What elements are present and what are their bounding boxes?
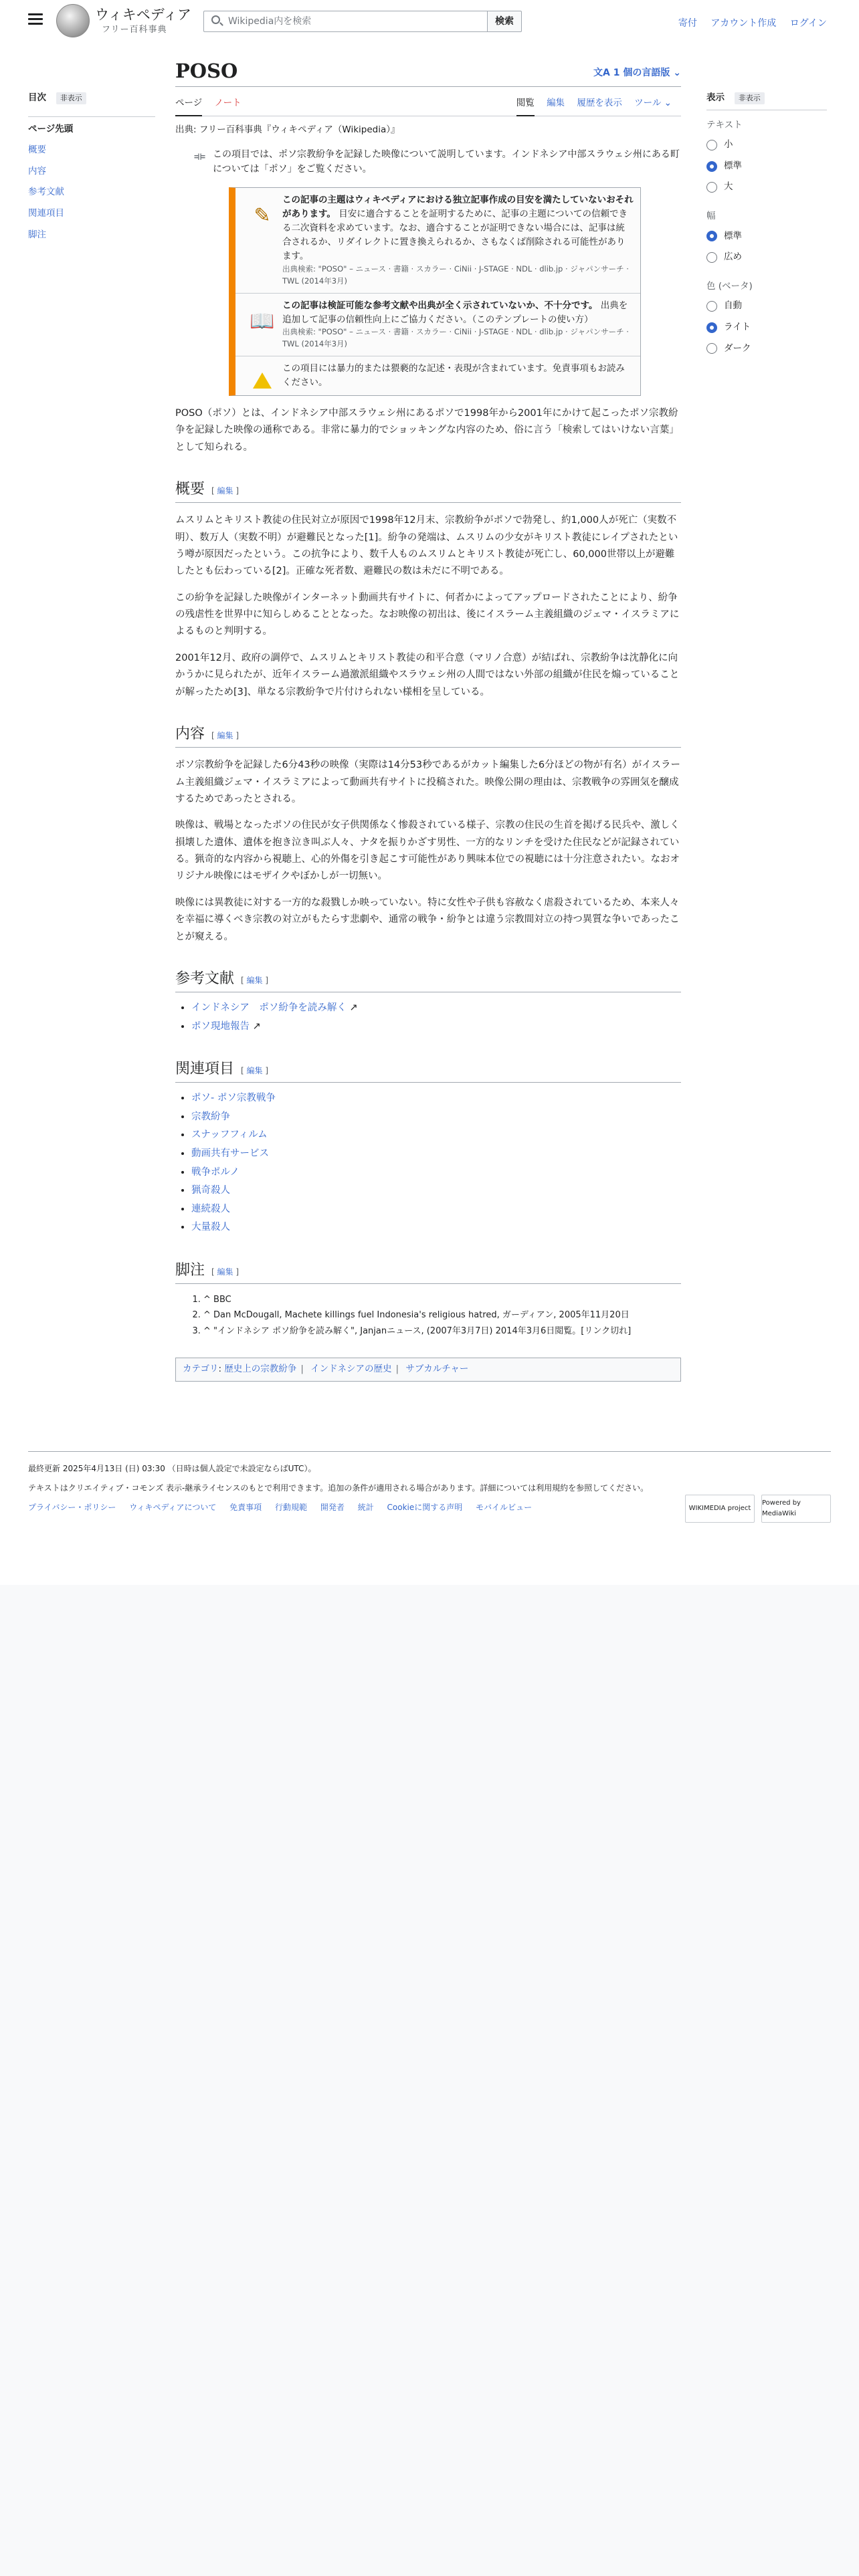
color-light[interactable]: ライト bbox=[706, 320, 827, 335]
tab-read[interactable]: 閲覧 bbox=[516, 96, 535, 116]
user-links bbox=[668, 16, 827, 31]
list-item[interactable]: 2. ^ Dan McDougall, Machete killings fuel Indonesia's religious hatred, ガーディアン, 2005年11月20日 bbox=[203, 1307, 681, 1323]
footer-badges bbox=[685, 1495, 831, 1523]
toc-item-references[interactable]: 参考文献 bbox=[28, 187, 64, 198]
notability-notice-text: 目安に適合することを証明するために、記事の主題についての信頼できる二次資料を求めています。なお、適合することが証明できない場合には、記事は統合されるか、リダイレクトに置き換えられるか、さもなくば削除される可能性があります。 bbox=[282, 209, 628, 262]
edit-references-link[interactable]: 編集 bbox=[246, 975, 263, 985]
site-header bbox=[0, 0, 859, 47]
related-list bbox=[191, 1089, 681, 1237]
footer-link[interactable]: 行動規範 bbox=[275, 1503, 308, 1513]
category-link[interactable]: 歴史上の宗教紛争 bbox=[224, 1364, 297, 1375]
page-bottom-background bbox=[0, 1585, 859, 2576]
notability-notice bbox=[235, 188, 640, 293]
toc-hide-button[interactable]: 非表示 bbox=[56, 92, 86, 104]
radio-icon bbox=[706, 252, 717, 263]
overview-paragraph-2: この紛争を記録した映像がインターネット動画共有サイトに、何者かによってアップロードされたことにより、紛争の残虐性を世界中に知らしめることとなった。なお映像の初出は、後にイスラーム主義組織のジェマ・イスラミアによるものと判明する。 bbox=[175, 592, 680, 637]
appearance-hide-button[interactable]: 非表示 bbox=[735, 92, 765, 104]
sources-notice-title: この記事は検証可能な参考文献や出典が全く示されていないか、不十分です。 bbox=[282, 300, 598, 311]
radio-icon bbox=[706, 301, 717, 312]
sources-search-links[interactable]: 出典検索: "POSO" – ニュース · 書籍 · スカラー · CiNii · J-STAGE · NDL · dlib.jp · ジャパンサーチ · TWL (2014年3月) bbox=[282, 327, 629, 349]
section-references-title: 参考文献 bbox=[175, 970, 235, 987]
article-main bbox=[175, 58, 681, 1382]
appearance-header bbox=[706, 91, 827, 110]
tab-tools-label: ツール bbox=[634, 98, 662, 108]
create-account-link[interactable]: アカウント作成 bbox=[710, 18, 777, 29]
categories-link[interactable]: カテゴリ bbox=[183, 1364, 219, 1375]
width-label: 幅 bbox=[706, 210, 716, 221]
text-size-standard[interactable]: 標準 bbox=[706, 159, 827, 174]
site-footer bbox=[28, 1451, 831, 1515]
section-related-title: 関連項目 bbox=[175, 1061, 235, 1078]
list-item[interactable]: 1. ^ BBC bbox=[203, 1292, 681, 1307]
reference-link[interactable]: インドネシア ポソ紛争を読み解く bbox=[191, 1002, 347, 1014]
search-input[interactable]: Wikipedia内を検索 bbox=[203, 11, 488, 32]
footer-link[interactable]: モバイルビュー bbox=[476, 1503, 533, 1513]
notes-list bbox=[203, 1292, 681, 1339]
search-icon bbox=[211, 15, 220, 24]
wikipedia-globe-logo[interactable] bbox=[56, 4, 90, 37]
toc-item-top[interactable]: ページ先頭 bbox=[28, 123, 74, 134]
violence-notice bbox=[235, 356, 640, 395]
related-link[interactable]: 戦争ポルノ bbox=[191, 1166, 240, 1178]
overview-paragraph-1: ムスリムとキリスト教徒の住民対立が原因で1998年12月末、宗教紛争がポソで勃発し、約1,000人が死亡（実数不明）、数万人（実数不明）が避難民となった[1]。紛争の発端は、ムスリムの少女がキリスト教徒にレイプされたという噂が原因だったという。この抗争により、数千人ものムスリムとキリスト教徒が死亡し、60,000世帯以上が避難したとも伝わっている[2]。正確な死者数、避難民の数は未だに不明である。 bbox=[175, 515, 678, 577]
toc-item-content[interactable]: 内容 bbox=[28, 165, 46, 177]
related-link[interactable]: 宗教紛争 bbox=[191, 1111, 230, 1122]
edit-related-link[interactable]: 編集 bbox=[246, 1066, 263, 1076]
from-line: 出典: フリー百科事典『ウィキペディア（Wikipedia）』 bbox=[175, 124, 400, 135]
content-paragraph-2: 映像は、戦場となったポソの住民が女子供関係なく惨殺されている様子、宗教の住民の生首を掲げる民兵や、激しく損壊した遺体、遺体を抱き泣き叫ぶ人々、ナタを振りかざす男性、一方的なリンチを受けた住民などが記録されている。猟奇的な内容から視聴上、心的外傷を引き起こす可能性があり興味本位での視聴には十分注意されたい。なおオリジナル映像にはモザイクやぼかしが一切無い。 bbox=[175, 820, 680, 882]
list-item: • インドネシア ポソ紛争を読み解く ↗ bbox=[191, 999, 681, 1018]
radio-selected-icon bbox=[706, 231, 717, 241]
donate-link[interactable]: 寄付 bbox=[678, 18, 697, 29]
language-button-label: 1 個の言語版 bbox=[613, 68, 670, 78]
section-references: 参考文献 [ 編集 ] bbox=[175, 967, 681, 992]
category-link[interactable]: サブカルチャー bbox=[405, 1364, 469, 1375]
section-overview-title: 概要 bbox=[175, 481, 205, 498]
list-item: • ポソ現地報告 ↗ bbox=[191, 1018, 681, 1037]
violence-notice-text: この項目には暴力的または猥褻的な記述・表現が含まれています。免責事項もお読みください。 bbox=[282, 363, 625, 388]
text-size-large[interactable]: 大 bbox=[706, 180, 827, 195]
text-size-small[interactable]: 小 bbox=[706, 138, 827, 152]
warning-icon bbox=[242, 362, 282, 390]
color-dark[interactable]: ダーク bbox=[706, 342, 827, 356]
edit-overview-link[interactable]: 編集 bbox=[217, 486, 233, 496]
appearance-panel bbox=[706, 91, 827, 362]
toc-divider bbox=[28, 116, 155, 117]
search-button[interactable]: 検索 bbox=[487, 11, 522, 32]
last-updated: 最終更新 2025年4月13日 (日) 03:30 （日時は個人設定で未設定ならばUTC）。 bbox=[28, 1464, 316, 1473]
logo-title[interactable]: ウィキペディア bbox=[95, 7, 192, 23]
radio-icon bbox=[706, 182, 717, 193]
edit-content-link[interactable]: 編集 bbox=[217, 730, 233, 740]
width-standard[interactable]: 標準 bbox=[706, 229, 827, 244]
notability-icon: ✎ bbox=[254, 204, 271, 228]
related-link[interactable]: 連続殺人 bbox=[191, 1203, 230, 1214]
overview-paragraph-3: 2001年12月、政府の調停で、ムスリムとキリスト教徒の和平合意（マリノ合意）が結ばれ、宗教紛争は沈静化に向かうかに見られたが、近年イスラーム過激派組織やスラウェシ州の人間ではない外部の組織が住民を煽っていることが解ったため[3]、単なる宗教紛争で片付けられない様相を呈している。 bbox=[175, 652, 680, 697]
section-notes-title: 脚注 bbox=[175, 1261, 205, 1279]
tab-page[interactable]: ページ bbox=[175, 96, 202, 116]
section-related: 関連項目 [ 編集 ] bbox=[175, 1057, 681, 1083]
hatnote bbox=[194, 147, 681, 177]
wikimedia-badge[interactable]: WIKIMEDIA project bbox=[685, 1495, 755, 1523]
appearance-title: 表示 bbox=[706, 92, 725, 103]
section-notes: 脚注 [ 編集 ] bbox=[175, 1259, 681, 1284]
footer-link[interactable]: 免責事項 bbox=[229, 1503, 262, 1513]
logo-subtitle: フリー百科事典 bbox=[102, 25, 167, 35]
list-item bbox=[191, 1218, 681, 1237]
toc-item-related[interactable]: 関連項目 bbox=[28, 207, 64, 219]
footer-link[interactable]: プライバシー・ポリシー bbox=[28, 1503, 116, 1513]
login-link[interactable]: ログイン bbox=[789, 18, 827, 29]
mediawiki-badge[interactable]: Powered by MediaWiki bbox=[761, 1495, 831, 1523]
footer-link[interactable]: ウィキペディアについて bbox=[129, 1503, 217, 1513]
list-item bbox=[191, 1200, 681, 1219]
lead-paragraph: POSO（ポソ）とは、インドネシア中部スラウェシ州にあるポソで1998年から2001年にかけて起こったポソ宗教紛争を記録した映像の通称である。非常に暴力的でショッキングな内容のため、俗に言う「検索してはいけない言葉」として知られる。 bbox=[175, 407, 679, 453]
section-content-title: 内容 bbox=[175, 725, 205, 742]
main-menu-icon[interactable] bbox=[28, 13, 43, 25]
hatnote-text: この項目では、ポソ宗教紛争を記録した映像について説明しています。インドネシア中部スラウェシ州にある町については「ポソ」をご覧ください。 bbox=[212, 148, 680, 175]
color-auto[interactable]: 自動 bbox=[706, 299, 827, 314]
toc-item-overview[interactable]: 概要 bbox=[28, 144, 46, 156]
toc-header bbox=[28, 91, 155, 106]
list-item bbox=[191, 1182, 681, 1200]
tab-talk[interactable]: ノート bbox=[214, 98, 242, 108]
radio-icon bbox=[706, 140, 717, 150]
toc-title: 目次 bbox=[28, 92, 46, 103]
page-tabs bbox=[175, 94, 681, 116]
notability-search-links[interactable]: 出典検索: "POSO" – ニュース · 書籍 · スカラー · CiNii · J-STAGE · NDL · dlib.jp · ジャパンサーチ · TWL (2014年3月) bbox=[282, 263, 629, 286]
book-icon: 📖 bbox=[250, 309, 275, 333]
tab-history[interactable]: 履歴を表示 bbox=[577, 98, 622, 108]
list-item bbox=[191, 1126, 681, 1145]
language-button[interactable]: 文A 1 個の言語版 ⌄ bbox=[593, 68, 681, 78]
section-content: 内容 [ 編集 ] bbox=[175, 722, 681, 748]
table-of-contents bbox=[28, 91, 155, 249]
related-link[interactable]: スナッフフィルム bbox=[191, 1130, 268, 1141]
radio-icon bbox=[706, 343, 717, 354]
color-label: 色 (ベータ) bbox=[706, 280, 753, 292]
license-text: テキストはクリエイティブ・コモンズ 表示-継承ライセンスのもとで利用できます。追加の条件が適用される場合があります。詳細については利用規約を参照してください。 bbox=[28, 1483, 649, 1493]
list-item bbox=[191, 1164, 681, 1182]
related-link[interactable]: 動画共有サービス bbox=[191, 1148, 269, 1160]
category-link[interactable]: インドネシアの歴史 bbox=[310, 1364, 392, 1375]
reference-link[interactable]: ポソ現地報告 bbox=[191, 1021, 250, 1032]
page-title: POSO bbox=[175, 60, 238, 82]
notability-notice-title: この記事の主題はウィキペディアにおける独立記事作成の目安を満たしていないおそれがあります。 bbox=[282, 195, 634, 220]
list-item bbox=[191, 1089, 681, 1108]
related-link[interactable]: 猟奇殺人 bbox=[191, 1185, 230, 1196]
related-link[interactable]: ポソ- ポソ宗教戦争 bbox=[191, 1093, 276, 1104]
maintenance-box bbox=[229, 187, 641, 396]
references-list bbox=[191, 999, 681, 1036]
footer-link[interactable]: 統計 bbox=[357, 1503, 374, 1513]
toc-item-notes[interactable]: 脚注 bbox=[28, 229, 46, 240]
list-item[interactable]: 3. ^ "インドネシア ポソ紛争を読み解く", Janjanニュース, (2007年3月7日) 2014年3月6日閲覧。[リンク切れ] bbox=[203, 1323, 681, 1339]
disambiguation-icon: ⟚ bbox=[194, 148, 205, 163]
title-row bbox=[175, 58, 681, 87]
text-size-label: テキスト bbox=[706, 119, 743, 130]
list-item bbox=[191, 1108, 681, 1127]
radio-selected-icon bbox=[706, 161, 717, 172]
tab-edit[interactable]: 編集 bbox=[547, 98, 565, 108]
footer-link[interactable]: 開発者 bbox=[320, 1503, 345, 1513]
edit-notes-link[interactable]: 編集 bbox=[217, 1267, 233, 1277]
tab-tools[interactable]: ツール ⌄ bbox=[634, 98, 672, 108]
width-wide[interactable]: 広め bbox=[706, 250, 827, 265]
list-item bbox=[191, 1145, 681, 1164]
footer-link[interactable]: Cookieに関する声明 bbox=[387, 1503, 463, 1513]
sources-notice bbox=[235, 294, 640, 356]
content-paragraph-1: ポソ宗教紛争を記録した6分43秒の映像（実際は14分53秒であるがカット編集した6分ほどの物が有名）がイスラーム主義組織ジェマ・イスラミアによって動画共有サイトに投稿された。映像公開の理由は、宗教戦争の雰囲気を醸成するためであったとされる。 bbox=[175, 760, 681, 804]
radio-selected-icon bbox=[706, 322, 717, 333]
sources-notice-text: 出典を追加して記事の信頼性向上にご協力ください。（このテンプレートの使い方） bbox=[282, 300, 628, 325]
content-paragraph-3: 映像には異教徒に対する一方的な殺戮しか映っていない。特に女性や子供も容赦なく虐殺されているため、本来人々を幸福に導くべき宗教の対立がもたらす悲劇や、通常の戦争・紛争とは違う宗教間対立の持つ異質な争いであったことが窺える。 bbox=[175, 897, 680, 942]
category-box: カテゴリ: 歴史上の宗教紛争 | インドネシアの歴史 | サブカルチャー bbox=[175, 1358, 681, 1382]
section-overview: 概要 [ 編集 ] bbox=[175, 477, 681, 503]
related-link[interactable]: 大量殺人 bbox=[191, 1222, 230, 1233]
